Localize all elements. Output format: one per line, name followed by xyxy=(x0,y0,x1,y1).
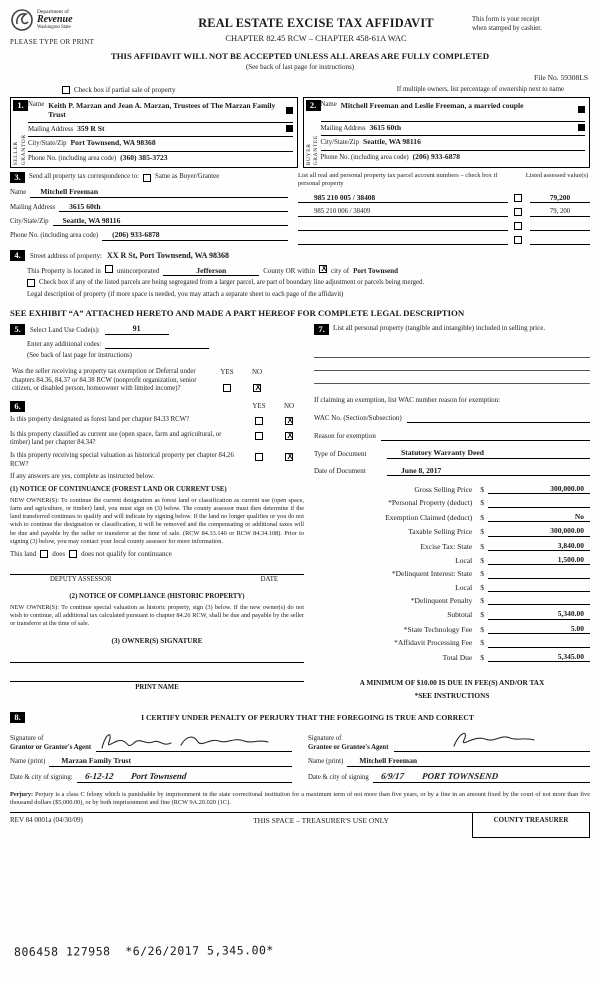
taxable-selling-price-row: Taxable Selling Price $ 300,000.00 xyxy=(314,526,590,536)
notice-continuance-title: (1) NOTICE OF CONTINUANCE (FOREST LAND OR CURRENT USE) xyxy=(10,486,227,494)
seller-phone-row: Phone No. (including area code) (360) 385-3723 xyxy=(28,152,168,162)
section5-see-back: (See back of last page for instructions) xyxy=(27,352,132,360)
seller-mailing-row: Mailing Address 359 R St xyxy=(28,123,293,137)
parcel-row xyxy=(298,236,590,245)
buyer-box xyxy=(303,97,591,168)
subtotal-row: Subtotal $ 5,340.00 xyxy=(314,609,590,619)
assessed-value-header: Listed assessed value(s) xyxy=(525,172,589,180)
segregated-checkbox[interactable] xyxy=(27,279,35,287)
correspondence-phone-value: (206) 933-6878 xyxy=(102,230,288,240)
parcel-number xyxy=(298,236,508,245)
buyer-side-label: BUYER GRANTEE xyxy=(305,134,320,166)
ownership-mark-square xyxy=(578,124,585,131)
exhibit-a-line: SEE EXHIBIT “A” ATTACHED HERETO AND MADE A PART HEREOF FOR COMPLETE LEGAL DESCRIPTION xyxy=(10,308,465,319)
receipt-note xyxy=(472,8,590,34)
exemption-note: If claiming an exemption, list WAC number reason for exemption: xyxy=(314,396,501,405)
unincorporated-checkbox[interactable] xyxy=(105,265,113,273)
dollar-sign: $ xyxy=(480,596,484,605)
grantee-signature-block: Signature of Grantee or Grantee's Agent Name (print) Mitchell Freeman Date & city of signing 6/9/17 PORT TOWNSEND xyxy=(308,728,590,783)
legal-description-label: Legal description of property (if more space is needed, you may attach a separate sheet to each page of the affidavit) xyxy=(27,290,344,298)
county-value: Jefferson xyxy=(163,266,259,276)
total-due-row: Total Due $ 5,345.00 xyxy=(314,652,590,662)
dor-logo xyxy=(10,8,160,32)
parcel-number: 985 210 006 / 38409 xyxy=(298,208,508,217)
located-in-label: This Property is located in xyxy=(27,266,101,275)
city-checkbox[interactable] xyxy=(319,265,327,273)
buyer-name-value: Mitchell Freeman and Leslie Freeman, a married couple xyxy=(340,100,524,110)
seller-city-row: City/State/Zip Port Townsend, WA 98368 xyxy=(28,137,293,151)
file-number: File No. 59308LS xyxy=(534,73,588,83)
grantor-city-handwriting: Port Townsend xyxy=(130,770,188,781)
correspondence-name-value: Mitchell Freeman xyxy=(30,187,288,197)
grantee-signature-scribble xyxy=(394,728,544,756)
deferral-yes-checkbox[interactable] xyxy=(223,384,231,392)
gross-selling-price-row: Gross Selling Price $ 300,000.00 xyxy=(314,484,590,494)
financial-rows xyxy=(314,484,590,662)
owners-signature-line xyxy=(10,662,304,663)
ownership-mark-square xyxy=(578,106,585,113)
deferral-question-text: Was the seller receiving a property tax exemption or Deferral under chapters 84.36, 84.37 or 84.38 RCW (nonprofit organization, senior citizen, or disabled person, homeowner with limited income)? xyxy=(12,367,197,393)
seller-name-row: Name Keith P. Marzan and Jean A. Marzan, Trustees of The Marzan Family Trust xyxy=(28,100,293,123)
wac-row xyxy=(314,414,590,423)
exemption-claimed-row: Exemption Claimed (deduct) $ No xyxy=(314,512,590,522)
dollar-sign: $ xyxy=(480,485,484,494)
if-yes-note: If any answers are yes, complete as instructed below. xyxy=(10,472,155,480)
same-as-buyer-checkbox[interactable] xyxy=(143,174,151,182)
personal-property-deduct-row: *Personal Property (deduct) $ xyxy=(314,498,590,507)
logo-dept: Department of xyxy=(37,8,69,15)
minimum-fee-note: A MINIMUM OF $10.00 IS DUE IN FEE(S) AND/OR TAX xyxy=(359,677,545,687)
personal-property-checkbox[interactable] xyxy=(514,222,522,230)
buyer-mailing-row: Mailing Address 3615 60th xyxy=(321,122,586,136)
grantee-name-print-label: Name (print) xyxy=(308,758,344,766)
type-or-print-label: PLEASE TYPE OR PRINT xyxy=(10,38,95,46)
section-5 xyxy=(10,324,304,335)
header xyxy=(10,8,590,47)
seller-box xyxy=(10,97,298,168)
affidavit-processing-fee-row: *Affidavit Processing Fee $ xyxy=(314,638,590,647)
affidavit-form xyxy=(10,8,590,838)
parcel-number: 985 210 005 / 38408 xyxy=(298,193,508,203)
see-back-note: (See back of last page for instructions) xyxy=(245,62,355,71)
street-address-value: XX R St, Port Townsend, WA 98368 xyxy=(106,251,230,261)
excise-tax-local-row: Local $ 1,500.00 xyxy=(314,555,590,565)
doc-date-label: Date of Document xyxy=(314,467,366,476)
print-name-label: PRINT NAME xyxy=(10,681,304,692)
no-header: NO xyxy=(283,402,295,411)
dollar-sign: $ xyxy=(480,569,484,579)
buyer-phone-row: Phone No. (including area code) (206) 933-6878 xyxy=(320,151,461,161)
certify-statement: I CERTIFY UNDER PENALTY OF PERJURY THAT THE FOREGOING IS TRUE AND CORRECT xyxy=(141,712,474,722)
forest-yes-checkbox[interactable] xyxy=(255,417,263,425)
personal-property-checkbox[interactable] xyxy=(514,236,522,244)
section-6 xyxy=(10,401,304,412)
owners-signature-title: (3) OWNER(S) SIGNATURE xyxy=(111,637,203,646)
grantor-date-city-label: Date & city of signing: xyxy=(10,774,73,782)
doc-date-row xyxy=(314,466,590,476)
delinquent-penalty-row: *Delinquent Penalty $ xyxy=(314,596,590,605)
parcel-header: List all real and personal property tax parcel account numbers – check box if personal property xyxy=(298,172,498,187)
unincorporated-label: unincorporated xyxy=(116,266,160,275)
seller-side-label: SELLER GRANTOR xyxy=(13,133,27,166)
does-checkbox[interactable] xyxy=(40,550,48,558)
section-1-badge: 1. xyxy=(13,100,28,111)
dollar-sign: $ xyxy=(480,610,484,620)
city-value: Port Townsend xyxy=(353,266,399,275)
buyer-city-value: Seattle, WA 98116 xyxy=(363,137,421,147)
buyer-mailing-value: 3615 60th xyxy=(369,122,402,132)
county-treasurer-label: COUNTY TREASURER xyxy=(472,813,590,838)
date-label: DATE xyxy=(260,575,278,583)
assessed-value xyxy=(530,236,590,245)
grantor-name-value: Marzan Family Trust xyxy=(49,756,292,766)
see-instructions-note: *SEE INSTRUCTIONS xyxy=(414,690,490,700)
treasurer-space-label: THIS SPACE – TREASURER'S USE ONLY xyxy=(253,816,389,826)
send-correspondence-label: Send all property tax correspondence to: xyxy=(29,173,140,181)
left-column xyxy=(10,324,304,692)
grantee-name-value: Mitchell Freeman xyxy=(347,756,590,766)
delinquent-interest-state-row: *Delinquent Interest: State $ xyxy=(314,569,590,578)
grantor-signature-scribble xyxy=(96,728,276,756)
blank-line xyxy=(314,358,590,371)
doc-type-label: Type of Document xyxy=(314,449,367,458)
section-8 xyxy=(10,712,590,807)
seller-city-value: Port Townsend, WA 98368 xyxy=(70,138,156,148)
dollar-sign: $ xyxy=(480,555,484,565)
receipt-note-line1: This form is your receipt xyxy=(472,16,540,23)
reason-field xyxy=(381,432,590,441)
parcel-number xyxy=(298,222,508,231)
parcel-block xyxy=(298,172,590,245)
additional-codes-field xyxy=(105,340,209,349)
correspondence-city-value: Seattle, WA 98116 xyxy=(53,216,288,226)
same-as-buyer-label: Same as Buyer/Grantee xyxy=(155,173,220,181)
grantee-city-handwriting: PORT TOWNSEND xyxy=(421,770,499,781)
notice-continuance-body: NEW OWNER(S): To continue the current designation as forest land or classification as current use (open space, farm and agriculture, or timber) land, you must sign on (3) below. The county assessor must then determine if the land transferred continues to qualify and will indicate by signing below. If the land no longer qualifies or you do not wish to continue the designation or classification, it will be removed and the compensating or additional taxes will be due and payable by the seller or transferor at the time of sale. (RCW 84.33.140 or RCW 84.34.108). Prior to signing (3) below, you may contact your local county assessor for more information. xyxy=(10,496,304,545)
historic-no-checkbox[interactable] xyxy=(285,453,293,461)
does-not-checkbox[interactable] xyxy=(69,550,77,558)
correspondence-mailing-row: Mailing Address 3615 60th xyxy=(10,202,288,212)
section-7 xyxy=(314,324,590,700)
doc-type-value: Statutory Warranty Deed xyxy=(387,448,590,458)
section-3-badge: 3. xyxy=(10,172,25,183)
buyer-name-row: Name Mitchell Freeman and Leslie Freeman, a married couple xyxy=(321,100,586,122)
dollar-sign: $ xyxy=(480,638,484,648)
correspondence-mailing-value: 3615 60th xyxy=(59,202,288,212)
section-5-badge: 5. xyxy=(10,324,25,335)
parcel-row xyxy=(298,222,590,231)
historic-question: Is this property receiving special valuation as historical property per chapter 84.26 RCW? X xyxy=(10,452,304,470)
grantor-date-city-field xyxy=(77,771,292,783)
form-title: REAL ESTATE EXCISE TAX AFFIDAVIT xyxy=(198,16,434,30)
receipt-note-line2: when stamped by cashier. xyxy=(472,24,542,32)
dollar-sign: $ xyxy=(480,624,484,634)
continuance-qualify-line: This land does does not qualify for continuance xyxy=(10,549,172,558)
grantee-date-handwriting: 6/9/17 xyxy=(380,770,405,781)
personal-property-checkbox[interactable] xyxy=(514,208,522,216)
correspondence-city-row: City/State/Zip Seattle, WA 98116 xyxy=(10,216,288,226)
delinquent-interest-local-row: Local $ xyxy=(314,583,590,592)
tax-correspondence-block xyxy=(10,172,288,245)
grantor-name-print-label: Name (print) xyxy=(10,758,46,766)
section-7-badge: 7. xyxy=(314,324,329,335)
yes-header: YES xyxy=(252,402,266,411)
reason-row xyxy=(314,432,590,441)
parcel-row xyxy=(298,193,590,203)
wac-label: WAC No. (Section/Subsection) xyxy=(314,414,402,423)
dollar-sign: $ xyxy=(480,541,484,551)
deferral-question xyxy=(10,368,304,394)
personal-property-label: List all personal property (tangible and intangible) included in selling price. xyxy=(333,324,546,333)
footer-bar xyxy=(10,812,590,838)
land-use-code-value: 91 xyxy=(105,324,169,335)
current-use-question: Is this property classified as current use (open space, farm and agricultural, or timber) land per chapter 84.34? X xyxy=(10,431,304,449)
assessed-value xyxy=(530,222,590,231)
land-use-label: Select Land Use Code(s): xyxy=(30,326,100,334)
dollar-sign: $ xyxy=(480,652,484,662)
section-4-badge: 4. xyxy=(10,250,25,261)
ownership-mark-square xyxy=(286,125,293,132)
no-header: NO xyxy=(251,367,263,376)
buyer-city-row: City/State/Zip Seattle, WA 98116 xyxy=(321,136,586,150)
reason-label: Reason for exemption xyxy=(314,432,376,441)
dollar-sign: $ xyxy=(480,512,484,522)
chapter-line: CHAPTER 82.45 RCW – CHAPTER 458-61A WAC xyxy=(225,33,407,44)
logo-state: Washington State xyxy=(37,25,71,31)
current-use-no-checkbox[interactable] xyxy=(285,432,293,440)
grantee-signature-field[interactable] xyxy=(394,728,590,752)
seller-name-value: Keith P. Marzan and Jean A. Marzan, Trustees of The Marzan Family Trust xyxy=(48,100,276,120)
seller-mailing-value: 359 R St xyxy=(77,123,105,133)
ownership-mark-square xyxy=(286,107,293,114)
parties-row xyxy=(10,97,590,168)
additional-codes-label: Enter any additional codes: xyxy=(27,340,102,348)
deputy-assessor-label: DEPUTY ASSESSOR xyxy=(50,575,112,583)
assessed-value: 79,200 xyxy=(530,193,590,203)
yes-header: YES xyxy=(220,367,234,376)
county-or-label: County OR within xyxy=(263,266,315,275)
dollar-sign: $ xyxy=(480,498,484,508)
logo-agency: Revenue xyxy=(37,14,73,26)
grantee-date-city-label: Date & city of signing xyxy=(308,774,369,782)
correspondence-phone-row: Phone No. (including area code) (206) 933-6878 xyxy=(10,230,288,240)
partial-sale-label: Check box if partial sale of property xyxy=(74,85,176,94)
current-use-yes-checkbox[interactable] xyxy=(255,432,263,440)
section-4 xyxy=(10,250,590,299)
multiple-owners-note: If multiple owners, list percentage of ownership next to name xyxy=(396,85,564,93)
partial-sale-checkbox[interactable] xyxy=(62,86,70,94)
blank-line xyxy=(314,371,590,384)
doc-type-row xyxy=(314,448,590,458)
rev-number: REV 84 0001a (04/30/09) xyxy=(10,816,83,825)
segregated-label: Check box if any of the listed parcels are being segregated from a larger parcel, are part of boundary line adjustment or parcels being merged. xyxy=(39,279,425,287)
parcel-row xyxy=(298,208,590,217)
grantee-date-city-field xyxy=(373,771,590,783)
wac-field xyxy=(407,414,590,423)
deferral-no-checkbox[interactable] xyxy=(253,384,261,392)
buyer-phone-value: (206) 933-6878 xyxy=(412,151,461,161)
section-2-badge: 2. xyxy=(306,100,321,111)
state-technology-fee-row: *State Technology Fee $ 5.00 xyxy=(314,624,590,634)
deputy-assessor-line xyxy=(10,574,304,584)
grantor-date-handwriting: 6-12-12 xyxy=(84,770,114,781)
seller-phone-value: (360) 385-3723 xyxy=(120,152,168,162)
doc-date-value: June 8, 2017 xyxy=(387,466,590,476)
perjury-notice: Perjury: Perjury is a class C felony which is punishable by imprisonment in the state correctional institution for a maximum term of not more than five years, or by a fine in an amount fixed by the court of not more than five thousand dollars ($5,000.00), or by both imprisonment and fine (RCW 9A.20.020 (1C). xyxy=(10,790,590,806)
section-6-badge: 6. xyxy=(10,401,25,412)
correspondence-name-row: Name Mitchell Freeman xyxy=(10,187,288,197)
city-of-label: city of xyxy=(331,266,350,275)
excise-tax-state-row: Excise Tax: State $ 3,840.00 xyxy=(314,541,590,551)
cashier-receipt-stamp: 806458 127958 *6/26/2017 5,345.00* xyxy=(13,943,274,959)
section-8-badge: 8. xyxy=(10,712,25,723)
grantor-signature-field[interactable] xyxy=(96,728,292,752)
dollar-sign: $ xyxy=(480,582,484,592)
notice-compliance-title: (2) NOTICE OF COMPLIANCE (HISTORIC PROPERTY) xyxy=(69,593,245,601)
forest-no-checkbox[interactable] xyxy=(285,417,293,425)
intro-row xyxy=(10,86,590,95)
dollar-sign: $ xyxy=(480,527,484,537)
header-left xyxy=(10,8,160,47)
main-columns xyxy=(10,324,590,700)
blank-line xyxy=(314,345,590,358)
personal-property-checkbox[interactable] xyxy=(514,194,522,202)
forest-land-question: Is this property designated as forest land per chapter 84.33 RCW? X xyxy=(10,416,304,426)
assessed-value: 79, 200 xyxy=(530,208,590,217)
header-center xyxy=(160,8,472,44)
warning-line: THIS AFFIDAVIT WILL NOT BE ACCEPTED UNLESS ALL AREAS ARE FULLY COMPLETED xyxy=(110,50,490,61)
logo-text xyxy=(37,9,73,32)
street-address-label: Street address of property: xyxy=(30,253,102,261)
grantor-signature-block: Signature of Grantor or Grantor's Agent Name (print) Marzan Family Trust Date & city of signing: 6-12-12 Port Townsend xyxy=(10,728,292,783)
revenue-swirl-icon xyxy=(10,8,34,32)
historic-yes-checkbox[interactable] xyxy=(255,453,263,461)
notice-compliance-body: NEW OWNER(S): To continue special valuation as historic property, sign (3) below. If the new owner(s) do not wish to continue, all additional tax calculated pursuant to chapter 84.26 RCW, shall be due and payable by the seller or transferor at the time of sale. xyxy=(10,603,304,627)
section-3 xyxy=(10,172,590,245)
